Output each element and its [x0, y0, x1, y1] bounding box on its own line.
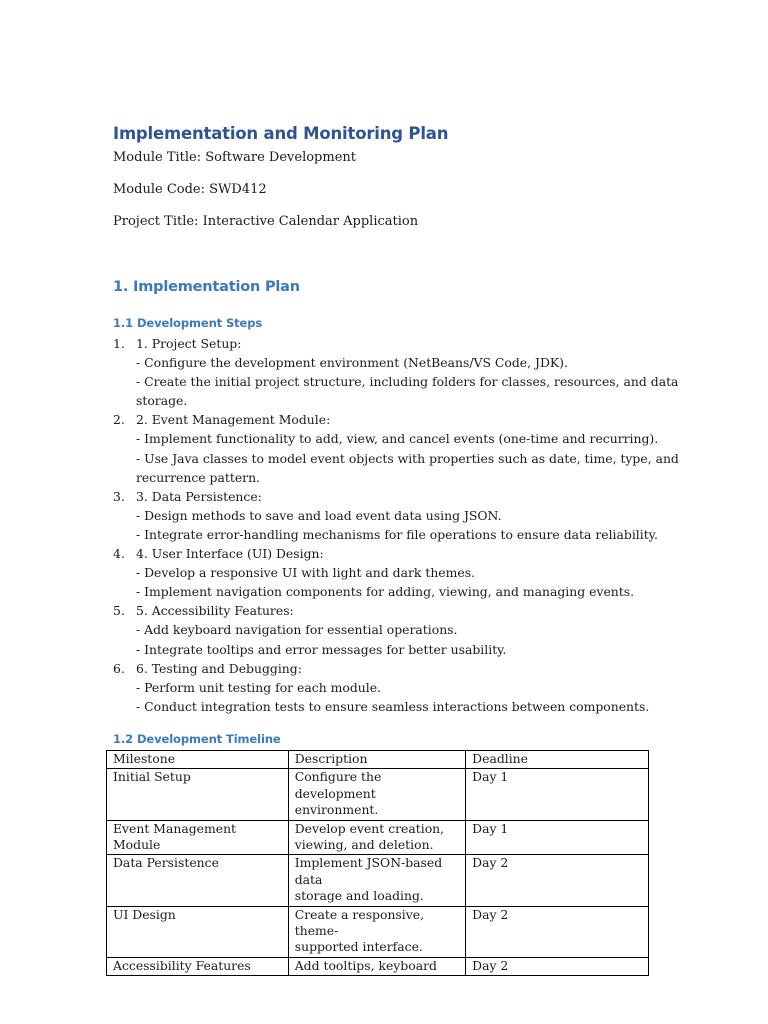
list-item: [113, 334, 679, 410]
cell-milestone: Accessibility Features: [107, 957, 289, 975]
table-row: [107, 855, 649, 906]
cell-deadline: Day 1: [466, 769, 649, 820]
cell-description-line: storage and loading.: [294, 888, 424, 904]
cell-description-line: Create a responsive, theme-: [294, 906, 425, 939]
table-row: [107, 820, 649, 855]
cell-milestone: UI Design: [107, 906, 289, 957]
step-title: 2. Event Management Module:: [136, 412, 331, 428]
development-steps-list: [113, 334, 679, 716]
header-milestone: Milestone: [107, 751, 289, 769]
cell-deadline: Day 2: [466, 957, 649, 975]
project-title: Project Title: Interactive Calendar Application: [113, 214, 419, 229]
subsection-heading-development-steps: 1.1 Development Steps: [113, 316, 263, 330]
step-number: 4.: [113, 546, 125, 562]
cell-description: [288, 820, 465, 855]
step-detail: - Design methods to save and load event data using JSON.: [136, 507, 502, 523]
cell-description: [288, 906, 465, 957]
list-item: [113, 601, 653, 658]
module-title: Module Title: Software Development: [113, 150, 356, 165]
step-detail: - Implement functionality to add, view, and cancel events (one-time and recurring).: [136, 431, 659, 447]
step-detail: - Integrate tooltips and error messages for better usability.: [136, 641, 507, 657]
step-number: 2.: [113, 412, 125, 428]
cell-description-line: Implement JSON-based data: [294, 855, 443, 887]
table-header-row: [107, 751, 649, 769]
header-deadline: Deadline: [466, 751, 649, 769]
step-title: 5. Accessibility Features:: [136, 603, 294, 619]
step-detail: - Integrate error-handling mechanisms for file operations to ensure data reliability.: [136, 526, 658, 542]
step-detail: - Conduct integration tests to ensure seamless interactions between components.: [136, 698, 650, 714]
cell-description: [288, 769, 465, 820]
cell-milestone: Data Persistence: [107, 855, 289, 906]
cell-milestone: Initial Setup: [107, 769, 289, 820]
cell-description-line: Develop event creation,: [294, 820, 445, 836]
cell-description-line: environment.: [294, 802, 379, 818]
cell-description: [288, 957, 465, 975]
step-number: 6.: [113, 660, 125, 676]
module-code: Module Code: SWD412: [113, 182, 267, 197]
step-number: 3.: [113, 488, 125, 504]
subsection-heading-development-timeline: 1.2 Development Timeline: [113, 732, 281, 746]
cell-description-line: Configure the development: [294, 769, 382, 801]
table-row: [107, 957, 649, 975]
cell-description-line: Add tooltips, keyboard: [294, 957, 437, 973]
cell-deadline: Day 1: [466, 820, 649, 855]
list-item: [113, 410, 679, 486]
step-detail: - Create the initial project structure, including folders for classes, resources, and data: [136, 374, 679, 390]
cell-deadline: Day 2: [466, 906, 649, 957]
step-number: 1.: [113, 336, 125, 351]
section-heading-implementation-plan: 1. Implementation Plan: [113, 279, 300, 295]
cell-description-line: supported interface.: [294, 939, 423, 955]
cell-deadline: Day 2: [466, 855, 649, 906]
step-detail: - Use Java classes to model event objects with properties such as date, time, type, and: [136, 450, 679, 466]
step-title: 4. User Interface (UI) Design:: [136, 546, 324, 562]
development-timeline-table: [106, 750, 649, 976]
document-title: Implementation and Monitoring Plan: [113, 124, 449, 143]
table-row: [107, 906, 649, 957]
step-detail: - Develop a responsive UI with light and dark themes.: [136, 565, 476, 581]
list-item: [113, 487, 658, 544]
list-item: [113, 544, 653, 601]
table-row: [107, 769, 649, 820]
header-description: Description: [288, 751, 465, 769]
step-title: 1. Project Setup:: [136, 336, 242, 351]
step-detail: - Implement navigation components for adding, viewing, and managing events.: [136, 584, 635, 600]
cell-milestone: Event Management Module: [107, 820, 289, 855]
list-item: [113, 659, 653, 716]
step-title: 6. Testing and Debugging:: [136, 660, 302, 676]
step-title: 3. Data Persistence:: [136, 488, 262, 504]
cell-description: [288, 855, 465, 906]
step-detail: - Add keyboard navigation for essential operations.: [136, 622, 458, 638]
step-detail: - Configure the development environment (NetBeans/VS Code, JDK).: [136, 355, 568, 371]
cell-description-line: viewing, and deletion.: [294, 837, 434, 853]
step-detail: recurrence pattern.: [136, 469, 260, 485]
step-number: 5.: [113, 603, 125, 619]
step-detail: storage.: [136, 393, 188, 409]
step-detail: - Perform unit testing for each module.: [136, 679, 381, 695]
